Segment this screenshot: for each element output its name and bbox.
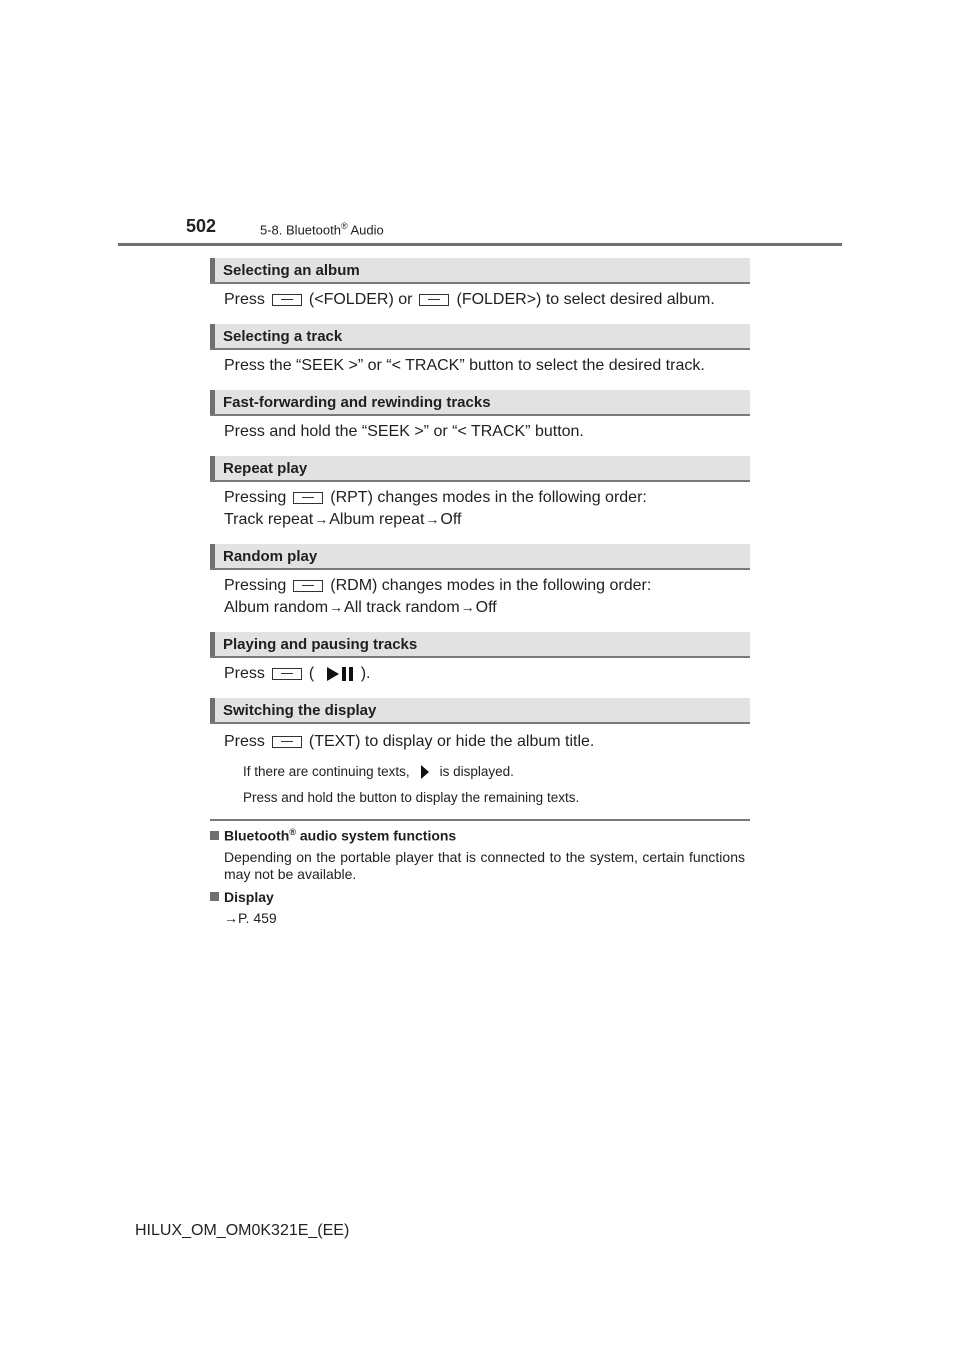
note-heading-display: [210, 889, 274, 905]
heading-switch-display: [210, 698, 750, 724]
heading-random-play: [210, 544, 750, 570]
text-fragment: Off: [440, 511, 462, 528]
repeat-play-line1: [224, 489, 647, 507]
note-body-display: [224, 910, 745, 927]
switch-display-note2: Press and hold the button to display the remaining texts.: [243, 790, 580, 805]
button-icon: [419, 294, 449, 306]
text-fragment: (RPT) changes modes in the following order:: [330, 489, 647, 506]
section-title-suffix: Audio: [347, 222, 384, 238]
heading-text: Switching the display: [223, 702, 377, 719]
text-fragment: Pressing: [224, 489, 287, 506]
text-fragment: Press: [224, 733, 265, 750]
text-fragment: is displayed.: [439, 764, 514, 779]
text-fragment: If there are continuing texts,: [243, 764, 410, 779]
text-fragment: (RDM) changes modes in the following order:: [330, 577, 652, 594]
heading-selecting-track: [210, 324, 750, 350]
heading-selecting-album: [210, 258, 750, 284]
fast-forward-text: Press and hold the “SEEK >” or “< TRACK” button.: [224, 423, 584, 440]
header-rule: [118, 243, 842, 246]
button-icon: [272, 668, 302, 680]
random-play-line1: [224, 577, 651, 595]
note-heading-bluetooth: [210, 827, 456, 844]
text-fragment: Display: [224, 889, 274, 905]
registered-mark: ®: [340, 221, 348, 231]
text-fragment: Album repeat: [329, 511, 425, 528]
text-fragment: Pressing: [224, 577, 287, 594]
heading-text: Selecting a track: [223, 328, 343, 345]
arrow-icon: →: [224, 910, 238, 926]
heading-text: Selecting an album: [223, 262, 360, 279]
note-body-bluetooth: Depending on the portable player that is connected to the system, certain functions may not be available.: [224, 849, 745, 882]
text-fragment: (TEXT) to display or hide the album title.: [308, 733, 595, 750]
switch-display-note1: [243, 764, 514, 780]
page-reference[interactable]: P. 459: [238, 910, 277, 926]
selecting-track-text: Press the “SEEK >” or “< TRACK” button to select the desired track.: [224, 357, 705, 374]
random-play-line2: [224, 599, 497, 617]
text-fragment: Album random: [224, 599, 329, 616]
heading-text: Random play: [223, 548, 318, 565]
text-fragment: audio system functions: [295, 827, 457, 844]
button-icon: [293, 492, 323, 504]
text-fragment: Off: [475, 599, 497, 616]
section-title: [260, 221, 384, 237]
play-pause-text: [224, 665, 370, 683]
arrow-icon: →: [425, 511, 440, 527]
continue-arrow-icon: [420, 764, 430, 780]
notes-separator: [210, 819, 750, 821]
text-fragment: Bluetooth: [224, 827, 290, 844]
arrow-icon: →: [329, 599, 344, 615]
arrow-icon: →: [314, 511, 329, 527]
button-icon: [293, 580, 323, 592]
registered-mark: ®: [289, 827, 296, 837]
text-fragment: (<FOLDER) or: [308, 291, 413, 308]
selecting-album-text: [224, 291, 715, 309]
page-header: [0, 0, 960, 250]
square-bullet-icon: [210, 892, 219, 901]
text-fragment: All track random: [344, 599, 460, 616]
text-fragment: (: [308, 665, 315, 682]
button-icon: [272, 294, 302, 306]
text-fragment: ).: [360, 665, 371, 682]
heading-play-pause: [210, 632, 750, 658]
text-fragment: (FOLDER>) to select desired album.: [456, 291, 715, 308]
switch-display-text: [224, 733, 594, 751]
heading-text: Fast-forwarding and rewinding tracks: [223, 394, 491, 411]
button-icon: [272, 736, 302, 748]
heading-text: Playing and pausing tracks: [223, 636, 418, 653]
text-fragment: Press: [224, 291, 265, 308]
page-number: 502: [186, 216, 217, 236]
text-fragment: Press: [224, 665, 265, 682]
section-title-prefix: 5-8. Bluetooth: [260, 222, 341, 238]
arrow-icon: →: [460, 599, 475, 615]
square-bullet-icon: [210, 831, 219, 840]
repeat-play-line2: [224, 511, 461, 529]
heading-fast-forward: [210, 390, 750, 416]
footer-code: HILUX_OM_OM0K321E_(EE): [135, 1222, 350, 1239]
text-fragment: Track repeat: [224, 511, 314, 528]
heading-repeat-play: [210, 456, 750, 482]
play-pause-icon: [325, 666, 355, 682]
heading-text: Repeat play: [223, 460, 308, 477]
